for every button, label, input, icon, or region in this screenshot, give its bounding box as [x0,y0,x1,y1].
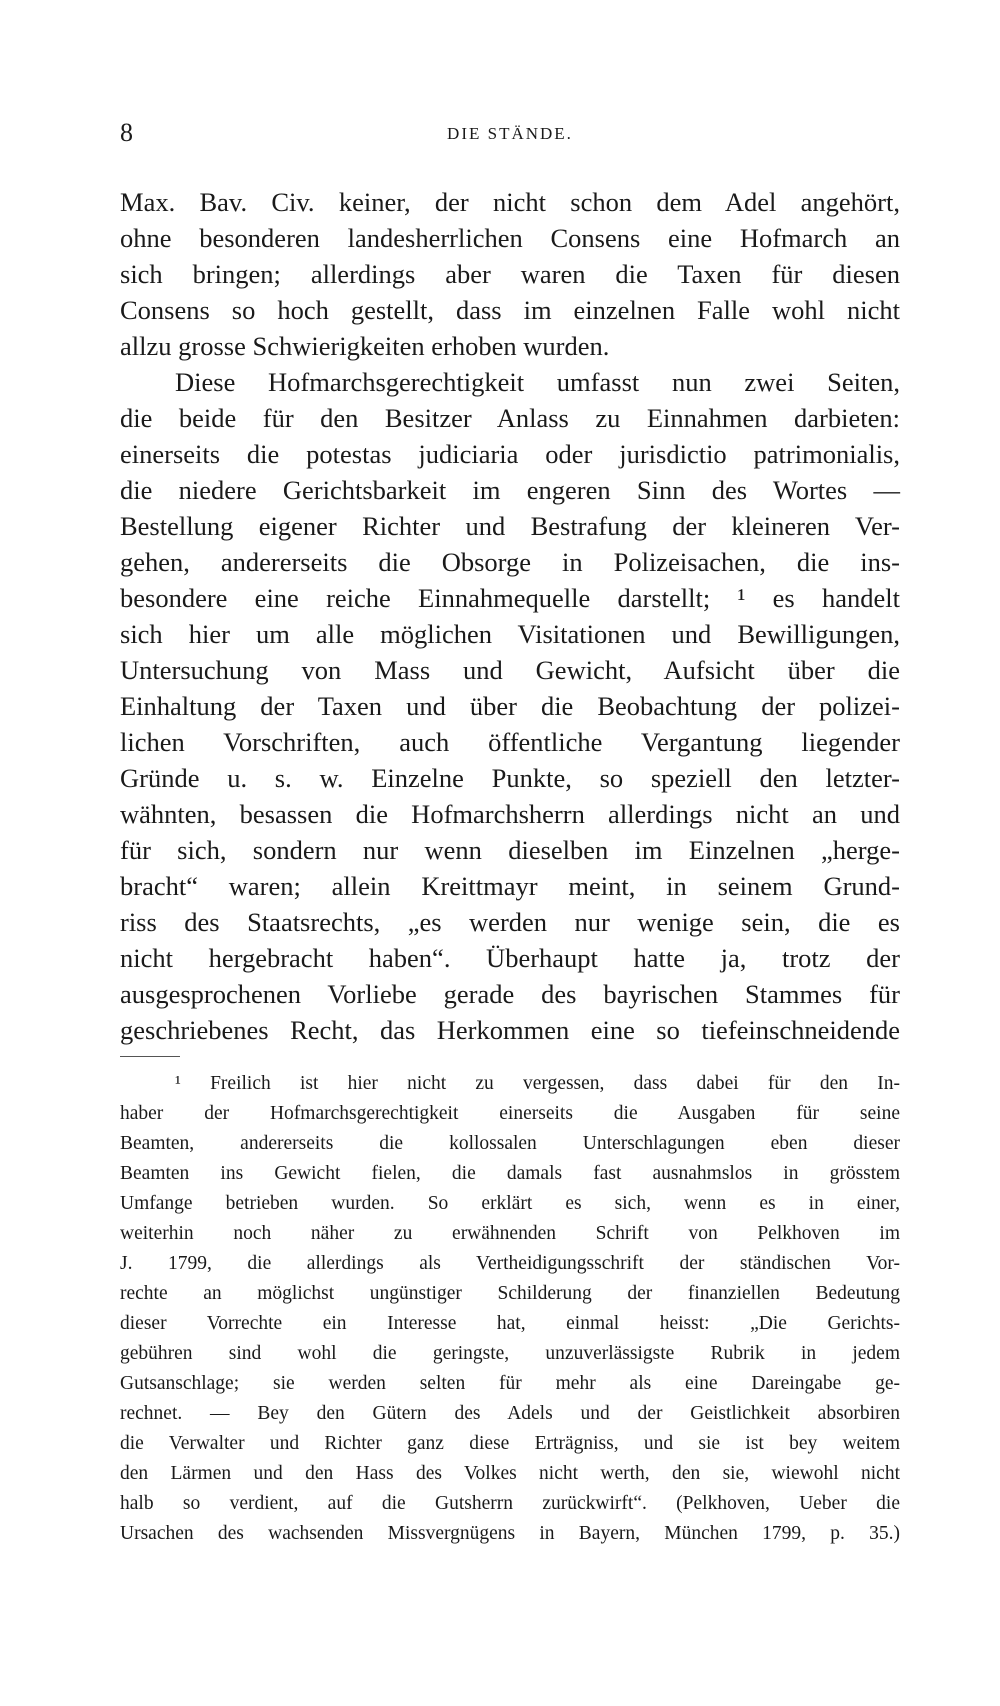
footnote-line: haber der Hofmarchsgerechtigkeit einerseits die Ausgaben für seine [120,1103,900,1124]
footnote-line: dieser Vorrechte ein Interesse hat, einmal heisst: „Die Gerichts- [120,1313,900,1334]
text-line: wähnten, besassen die Hofmarchsherrn allerdings nicht an und [120,799,900,829]
text-line: Untersuchung von Mass und Gewicht, Aufsicht über die [120,655,900,685]
text-line: nicht hergebracht haben“. Überhaupt hatte ja, trotz der [120,943,900,973]
text-line: riss des Staatsrechts, „es werden nur wenige sein, die es [120,907,900,937]
text-line: bracht“ waren; allein Kreittmayr meint, in seinem Grund- [120,871,900,901]
text-line: Gründe u. s. w. Einzelne Punkte, so speziell den letzter- [120,763,900,793]
footnote-divider [120,1056,180,1057]
footnote-line: rechnet. — Bey den Gütern des Adels und der Geistlichkeit absorbiren [120,1403,900,1424]
text-line: Max. Bav. Civ. keiner, der nicht schon dem Adel angehört, [120,187,900,217]
page-header [120,118,900,150]
footnote-line: Ursachen des wachsenden Missvergnügens in Bayern, München 1799, p. 35.) [120,1523,900,1544]
text-line: ohne besonderen landesherrlichen Consens eine Hofmarch an [120,223,900,253]
text-line: allzu grosse Schwierigkeiten erhoben wurden. [120,331,610,361]
footnote-line: Beamten, andererseits die kollossalen Unterschlagungen eben dieser [120,1133,900,1154]
text-line: gehen, andererseits die Obsorge in Polizeisachen, die ins- [120,547,900,577]
text-line: Bestellung eigener Richter und Bestrafung der kleineren Ver- [120,511,900,541]
footnote [120,1069,900,1549]
text-line: für sich, sondern nur wenn dieselben im Einzelnen „herge- [120,835,900,865]
footnote-line: die Verwalter und Richter ganz diese Erträgniss, und sie ist bey weitem [120,1433,900,1454]
text-line: lichen Vorschriften, auch öffentliche Vergantung liegender [120,727,900,757]
running-head: DIE STÄNDE. [447,124,573,143]
text-line: besondere eine reiche Einnahmequelle darstellt; ¹ es handelt [120,583,900,613]
footnote-line: weiterhin noch näher zu erwähnenden Schrift von Pelkhoven im [120,1223,900,1244]
footnote-line: Umfange betrieben wurden. So erklärt es sich, wenn es in einer, [120,1193,900,1214]
book-page [120,118,900,1549]
footnote-line: den Lärmen und den Hass des Volkes nicht werth, den sie, wiewohl nicht [120,1463,900,1484]
text-line: Consens so hoch gestellt, dass im einzelnen Falle wohl nicht [120,295,900,325]
footnote-line: gebühren sind wohl die geringste, unzuverlässigste Rubrik in jedem [120,1343,900,1364]
footnote-line: rechte an möglichst ungünstiger Schilderung der finanziellen Bedeutung [120,1283,900,1304]
text-line: sich hier um alle möglichen Visitationen und Bewilligungen, [120,619,900,649]
footnote-line: Gutsanschlage; sie werden selten für mehr als eine Dareingabe ge- [120,1373,900,1394]
text-line: ausgesprochenen Vorliebe gerade des bayrischen Stammes für [120,979,900,1009]
footnote-line: ¹ Freilich ist hier nicht zu vergessen, dass dabei für den In- [175,1073,900,1094]
text-line: sich bringen; allerdings aber waren die Taxen für diesen [120,259,900,289]
text-line: Einhaltung der Taxen und über die Beobachtung der polizei- [120,691,900,721]
footnote-line: J. 1799, die allerdings als Vertheidigungsschrift der ständischen Vor- [120,1253,900,1274]
text-line: einerseits die potestas judiciaria oder jurisdictio patrimonialis, [120,439,900,469]
main-text [120,184,900,1048]
text-line: die niedere Gerichtsbarkeit im engeren Sinn des Wortes — [120,475,900,505]
footnote-line: Beamten ins Gewicht fielen, die damals fast ausnahmslos in grösstem [120,1163,900,1184]
page-number: 8 [120,118,133,147]
text-line: die beide für den Besitzer Anlass zu Einnahmen darbieten: [120,403,900,433]
text-line: Diese Hofmarchsgerechtigkeit umfasst nun zwei Seiten, [175,367,900,397]
footnote-line: halb so verdient, auf die Gutsherrn zurückwirft“. (Pelkhoven, Ueber die [120,1493,900,1514]
text-line: geschriebenes Recht, das Herkommen eine so tiefeinschneidende [120,1015,900,1045]
